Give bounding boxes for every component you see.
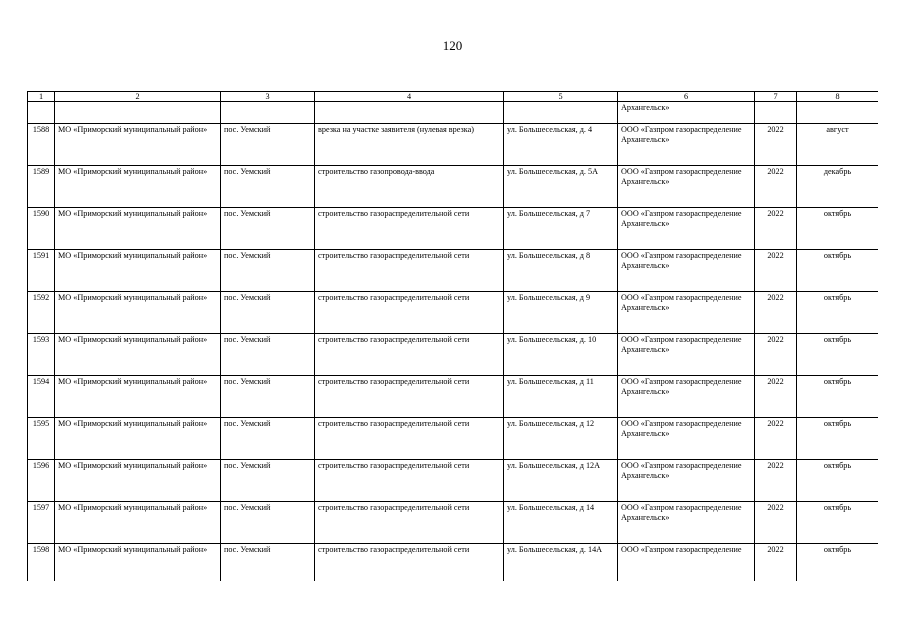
table-row [28, 544, 879, 582]
work-type-cell: строительство газопровода-ввода [315, 166, 504, 208]
month-cell: октябрь [797, 334, 879, 376]
table-cell: Архангельск» [618, 102, 755, 124]
table-row [28, 334, 879, 376]
row-number-cell: 1595 [28, 418, 55, 460]
year-cell: 2022 [755, 292, 797, 334]
row-number-cell: 1598 [28, 544, 55, 582]
year-cell: 2022 [755, 502, 797, 544]
table-row [28, 502, 879, 544]
month-cell: октябрь [797, 502, 879, 544]
municipality-cell: МО «Приморский муниципальный район» [55, 376, 221, 418]
organization-cell: ООО «Газпром газораспределение Архангельск» [618, 502, 755, 544]
settlement-cell: пос. Уемский [221, 124, 315, 166]
work-type-cell: строительство газораспределительной сети [315, 544, 504, 582]
table-row [28, 166, 879, 208]
organization-cell: ООО «Газпром газораспределение Архангельск» [618, 250, 755, 292]
year-cell: 2022 [755, 418, 797, 460]
table-row [28, 418, 879, 460]
table-cell [28, 102, 55, 124]
year-cell: 2022 [755, 334, 797, 376]
month-cell: октябрь [797, 418, 879, 460]
table-container [27, 91, 878, 581]
column-header: 5 [504, 92, 618, 102]
address-cell: ул. Большесельская, д 9 [504, 292, 618, 334]
organization-cell: ООО «Газпром газораспределение [618, 544, 755, 582]
table-cell [755, 102, 797, 124]
row-number-cell: 1590 [28, 208, 55, 250]
row-number-cell: 1588 [28, 124, 55, 166]
year-cell: 2022 [755, 544, 797, 582]
table-cell [55, 102, 221, 124]
month-cell: октябрь [797, 460, 879, 502]
work-type-cell: строительство газораспределительной сети [315, 418, 504, 460]
municipality-cell: МО «Приморский муниципальный район» [55, 166, 221, 208]
month-cell: октябрь [797, 208, 879, 250]
address-cell: ул. Большесельская, д. 14А [504, 544, 618, 582]
organization-cell: ООО «Газпром газораспределение Архангельск» [618, 208, 755, 250]
address-cell: ул. Большесельская, д 8 [504, 250, 618, 292]
row-number-cell: 1592 [28, 292, 55, 334]
row-number-cell: 1596 [28, 460, 55, 502]
organization-cell: ООО «Газпром газораспределение Архангельск» [618, 292, 755, 334]
gasification-table [27, 91, 878, 581]
table-row [28, 250, 879, 292]
work-type-cell: строительство газораспределительной сети [315, 208, 504, 250]
settlement-cell: пос. Уемский [221, 292, 315, 334]
work-type-cell: строительство газораспределительной сети [315, 502, 504, 544]
column-header: 8 [797, 92, 879, 102]
work-type-cell: строительство газораспределительной сети [315, 376, 504, 418]
settlement-cell: пос. Уемский [221, 208, 315, 250]
table-row [28, 124, 879, 166]
row-number-cell: 1593 [28, 334, 55, 376]
month-cell: август [797, 124, 879, 166]
municipality-cell: МО «Приморский муниципальный район» [55, 418, 221, 460]
continuation-row [28, 102, 879, 124]
address-cell: ул. Большесельская, д 7 [504, 208, 618, 250]
settlement-cell: пос. Уемский [221, 418, 315, 460]
work-type-cell: строительство газораспределительной сети [315, 250, 504, 292]
organization-cell: ООО «Газпром газораспределение Архангельск» [618, 124, 755, 166]
year-cell: 2022 [755, 460, 797, 502]
column-header: 3 [221, 92, 315, 102]
table-cell [504, 102, 618, 124]
column-header: 1 [28, 92, 55, 102]
column-number-row [28, 92, 879, 102]
municipality-cell: МО «Приморский муниципальный район» [55, 334, 221, 376]
work-type-cell: строительство газораспределительной сети [315, 292, 504, 334]
column-header: 4 [315, 92, 504, 102]
row-number-cell: 1589 [28, 166, 55, 208]
settlement-cell: пос. Уемский [221, 376, 315, 418]
column-header: 2 [55, 92, 221, 102]
year-cell: 2022 [755, 166, 797, 208]
organization-cell: ООО «Газпром газораспределение Архангельск» [618, 460, 755, 502]
municipality-cell: МО «Приморский муниципальный район» [55, 502, 221, 544]
column-header: 7 [755, 92, 797, 102]
municipality-cell: МО «Приморский муниципальный район» [55, 208, 221, 250]
row-number-cell: 1591 [28, 250, 55, 292]
table-cell [797, 102, 879, 124]
settlement-cell: пос. Уемский [221, 250, 315, 292]
table-row [28, 460, 879, 502]
row-number-cell: 1597 [28, 502, 55, 544]
row-number-cell: 1594 [28, 376, 55, 418]
address-cell: ул. Большесельская, д 11 [504, 376, 618, 418]
month-cell: октябрь [797, 292, 879, 334]
work-type-cell: строительство газораспределительной сети [315, 334, 504, 376]
organization-cell: ООО «Газпром газораспределение Архангельск» [618, 334, 755, 376]
month-cell: октябрь [797, 250, 879, 292]
month-cell: декабрь [797, 166, 879, 208]
address-cell: ул. Большесельская, д 14 [504, 502, 618, 544]
table-row [28, 208, 879, 250]
work-type-cell: врезка на участке заявителя (нулевая врезка) [315, 124, 504, 166]
table-row [28, 376, 879, 418]
page-number: 120 [442, 38, 463, 53]
organization-cell: ООО «Газпром газораспределение Архангельск» [618, 418, 755, 460]
municipality-cell: МО «Приморский муниципальный район» [55, 124, 221, 166]
column-header: 6 [618, 92, 755, 102]
municipality-cell: МО «Приморский муниципальный район» [55, 544, 221, 582]
month-cell: октябрь [797, 376, 879, 418]
municipality-cell: МО «Приморский муниципальный район» [55, 250, 221, 292]
address-cell: ул. Большесельская, д 12А [504, 460, 618, 502]
organization-cell: ООО «Газпром газораспределение Архангельск» [618, 376, 755, 418]
table-row [28, 292, 879, 334]
municipality-cell: МО «Приморский муниципальный район» [55, 460, 221, 502]
month-cell: октябрь [797, 544, 879, 582]
municipality-cell: МО «Приморский муниципальный район» [55, 292, 221, 334]
address-cell: ул. Большесельская, д. 5А [504, 166, 618, 208]
year-cell: 2022 [755, 124, 797, 166]
settlement-cell: пос. Уемский [221, 502, 315, 544]
address-cell: ул. Большесельская, д. 4 [504, 124, 618, 166]
work-type-cell: строительство газораспределительной сети [315, 460, 504, 502]
year-cell: 2022 [755, 250, 797, 292]
address-cell: ул. Большесельская, д. 10 [504, 334, 618, 376]
settlement-cell: пос. Уемский [221, 334, 315, 376]
table-cell [315, 102, 504, 124]
year-cell: 2022 [755, 376, 797, 418]
table-cell [221, 102, 315, 124]
settlement-cell: пос. Уемский [221, 460, 315, 502]
address-cell: ул. Большесельская, д 12 [504, 418, 618, 460]
settlement-cell: пос. Уемский [221, 166, 315, 208]
organization-cell: ООО «Газпром газораспределение Архангельск» [618, 166, 755, 208]
year-cell: 2022 [755, 208, 797, 250]
settlement-cell: пос. Уемский [221, 544, 315, 582]
